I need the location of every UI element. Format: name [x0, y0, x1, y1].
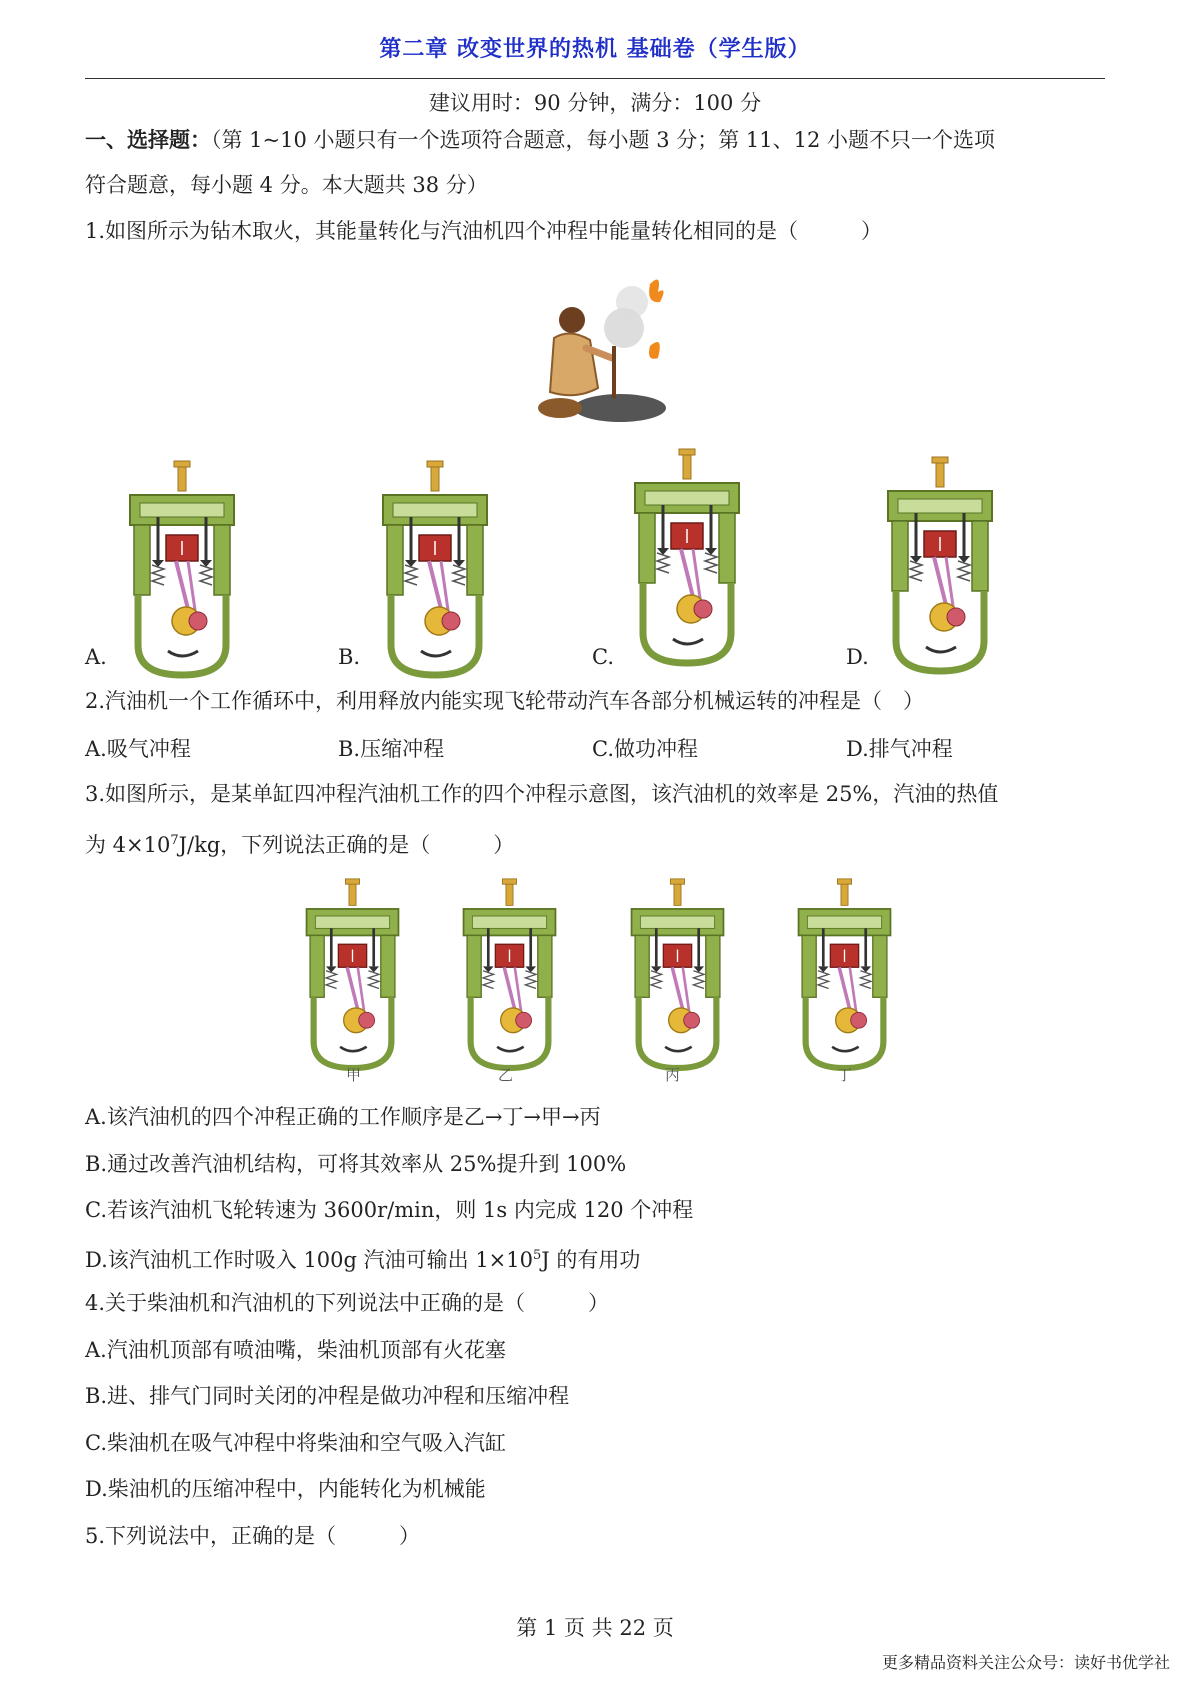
q3-engine-jia — [295, 878, 410, 1068]
q1-option-b-label: B. — [338, 645, 361, 669]
q3-option-a: A.该汽油机的四个冲程正确的工作顺序是乙→丁→甲→丙 — [85, 1105, 601, 1129]
section-heading: 一、选择题： — [85, 128, 211, 152]
q1-option-c-label: C. — [592, 645, 614, 669]
time-info: 建议用时：90 分钟，满分：100 分 — [428, 91, 762, 115]
q2-stem: 2.汽油机一个工作循环中，利用释放内能实现飞轮带动汽车各部分机械运转的冲程是（ ） — [85, 689, 925, 713]
q1-engine-c — [622, 448, 752, 663]
q2-option-b: B.压缩冲程 — [338, 737, 445, 761]
q3-label-yi: 乙 — [498, 1066, 514, 1084]
header-divider — [85, 78, 1105, 79]
q3-stem-exponent: 7 — [170, 833, 179, 848]
q1-engine-a — [117, 460, 247, 675]
q1-engine-b — [370, 460, 500, 675]
q3-label-bing: 丙 — [665, 1066, 681, 1084]
q1-option-a-label: A. — [85, 645, 107, 669]
q2-option-a: A.吸气冲程 — [85, 737, 191, 761]
q2-option-d: D.排气冲程 — [846, 737, 953, 761]
page-number: 第 1 页 共 22 页 — [516, 1616, 674, 1640]
section-instruction: （第 1~10 小题只有一个选项符合题意，每小题 3 分；第 11、12 小题不只一个选项 — [211, 128, 996, 152]
section-instruction-cont: 符合题意，每小题 4 分。本大题共 38 分） — [85, 173, 488, 197]
section-heading-line — [85, 125, 995, 155]
promo-text: 更多精品资料关注公众号：读好书优学社 — [881, 1653, 1170, 1672]
q3-option-d-suffix: J 的有用功 — [541, 1248, 641, 1272]
q3-engine-yi — [452, 878, 567, 1068]
q3-stem-line2 — [85, 826, 514, 860]
q3-option-b: B.通过改善汽油机结构，可将其效率从 25%提升到 100% — [85, 1152, 627, 1176]
drilling-wood-fire-image — [520, 268, 680, 428]
q4-option-c: C.柴油机在吸气冲程中将柴油和空气吸入汽缸 — [85, 1431, 506, 1455]
q1-stem: 1.如图所示为钻木取火，其能量转化与汽油机四个冲程中能量转化相同的是（ ） — [85, 219, 883, 243]
q3-engine-bing — [620, 878, 735, 1068]
q3-label-jia: 甲 — [346, 1066, 362, 1084]
q3-option-d-prefix: D.该汽油机工作时吸入 100g 汽油可输出 1×10 — [85, 1248, 533, 1272]
q3-option-d — [85, 1241, 640, 1275]
q3-stem-prefix: 为 4×10 — [85, 833, 171, 857]
q3-stem-line1: 3.如图所示，是某单缸四冲程汽油机工作的四个冲程示意图，该汽油机的效率是 25%，汽油的热值 — [85, 782, 999, 806]
q5-stem: 5.下列说法中，正确的是（ ） — [85, 1524, 421, 1548]
q1-option-d-label: D. — [846, 645, 869, 669]
q3-stem-suffix: J/kg，下列说法正确的是（ ） — [178, 833, 515, 857]
q4-option-b: B.进、排气门同时关闭的冲程是做功冲程和压缩冲程 — [85, 1384, 570, 1408]
q2-option-c: C.做功冲程 — [592, 737, 698, 761]
q3-engine-ding — [787, 878, 902, 1068]
q4-option-a: A.汽油机顶部有喷油嘴，柴油机顶部有火花塞 — [85, 1338, 506, 1362]
q4-stem: 4.关于柴油机和汽油机的下列说法中正确的是（ ） — [85, 1291, 610, 1315]
q3-label-ding: 丁 — [837, 1066, 853, 1084]
document-title: 第二章 改变世界的热机 基础卷（学生版） — [379, 37, 811, 62]
q3-option-d-exponent: 5 — [533, 1248, 542, 1263]
q4-option-d: D.柴油机的压缩冲程中，内能转化为机械能 — [85, 1477, 486, 1501]
q3-option-c: C.若该汽油机飞轮转速为 3600r/min，则 1s 内完成 120 个冲程 — [85, 1198, 694, 1222]
q1-engine-d — [875, 456, 1005, 671]
